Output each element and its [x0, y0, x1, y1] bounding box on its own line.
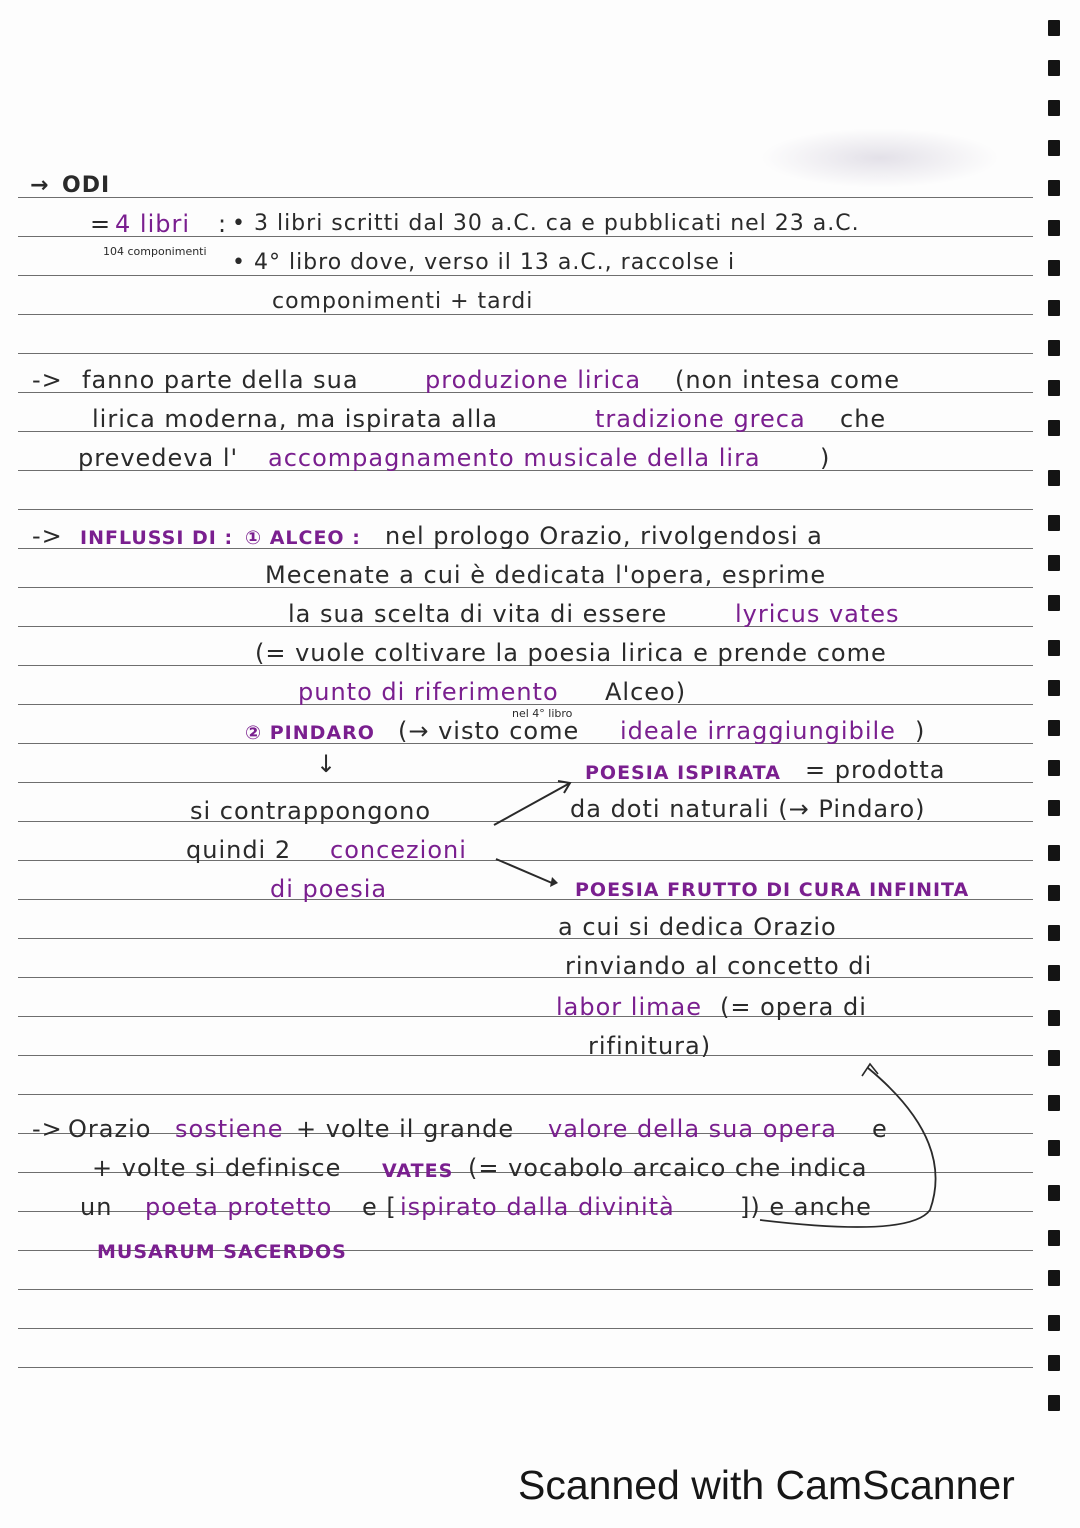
- vates-line-1a: Orazio: [68, 1115, 152, 1143]
- poesia-ispirata-line-1: = prodotta: [805, 756, 946, 784]
- camscanner-watermark: Scanned with CamScanner: [518, 1462, 1015, 1508]
- alceo-line-4: (= vuole coltivare la poesia lirica e prende come: [255, 639, 887, 667]
- spiral-ring: [1048, 470, 1060, 486]
- alceo-label: ① ALCEO :: [245, 527, 361, 549]
- vates-highlight-ispirato: ispirato dalla divinità: [400, 1193, 675, 1221]
- lirica-line-2b: che: [840, 405, 887, 433]
- lirica-highlight-produzione: produzione lirica: [425, 366, 642, 394]
- poesia-cura-line-3b: (= opera di: [720, 993, 867, 1021]
- alceo-highlight-lyricus-vates: lyricus vates: [735, 600, 900, 628]
- spiral-ring: [1048, 1050, 1060, 1066]
- spiral-ring: [1048, 1140, 1060, 1156]
- spiral-ring: [1048, 555, 1060, 571]
- lirica-line-1b: (non intesa come: [675, 366, 901, 394]
- poesia-cura-line-1: a cui si dedica Orazio: [558, 913, 837, 941]
- vates-line-1b: + volte il grande: [296, 1115, 515, 1143]
- vates-highlight-valore: valore della sua opera: [548, 1115, 837, 1143]
- rule-line: [18, 1328, 1033, 1329]
- spiral-ring: [1048, 1355, 1060, 1371]
- heading-arrow: →: [30, 173, 50, 198]
- vates-line-3a: un: [80, 1193, 113, 1221]
- alceo-highlight-riferimento: punto di riferimento: [298, 678, 559, 706]
- concezioni-highlight: concezioni: [330, 836, 467, 864]
- vates-line-1c: e: [872, 1115, 888, 1143]
- rule-line: [18, 977, 1033, 978]
- spiral-ring: [1048, 420, 1060, 436]
- spiral-ring: [1048, 845, 1060, 861]
- poesia-cura-label: POESIA FRUTTO DI CURA INFINITA: [575, 879, 970, 901]
- pindaro-highlight-ideale: ideale irraggiungibile: [620, 717, 896, 745]
- rule-line: [18, 938, 1033, 939]
- lirica-line-1a: fanno parte della sua: [82, 366, 359, 394]
- spiral-ring: [1048, 680, 1060, 696]
- branch-arrows-icon: [490, 775, 580, 890]
- spiral-ring: [1048, 100, 1060, 116]
- pindaro-note: nel 4° libro: [512, 707, 573, 720]
- pindaro-label: ② PINDARO: [245, 722, 375, 744]
- poesia-ispirata-line-2: da doti naturali (→ Pindaro): [570, 795, 926, 823]
- vates-line-3b: e [: [362, 1193, 397, 1221]
- lirica-line-3b: ): [820, 444, 831, 472]
- spiral-ring: [1048, 1395, 1060, 1411]
- alceo-line-1: nel prologo Orazio, rivolgendosi a: [385, 522, 823, 550]
- lirica-arrow: ->: [32, 366, 63, 394]
- spiral-ring: [1048, 1095, 1060, 1111]
- spiral-ring: [1048, 380, 1060, 396]
- rule-line: [18, 1016, 1033, 1017]
- spiral-ring: [1048, 1185, 1060, 1201]
- spiral-ring: [1048, 595, 1060, 611]
- rule-line: [18, 1367, 1033, 1368]
- lirica-line-2a: lirica moderna, ma ispirata alla: [92, 405, 498, 433]
- spiral-ring: [1048, 1315, 1060, 1331]
- vates-line-3c: ]) e anche: [740, 1193, 872, 1221]
- alceo-line-3a: la sua scelta di vita di essere: [288, 600, 668, 628]
- vates-line-2a: + volte si definisce: [92, 1154, 342, 1182]
- section-title: ODI: [62, 173, 111, 198]
- alceo-line-5b: Alceo): [605, 678, 687, 706]
- lirica-highlight-accompagnamento: accompagnamento musicale della lira: [268, 444, 761, 472]
- alceo-line-2: Mecenate a cui è dedicata l'opera, esprime: [265, 561, 827, 589]
- spiral-ring: [1048, 760, 1060, 776]
- spiral-ring: [1048, 260, 1060, 276]
- spiral-ring: [1048, 965, 1060, 981]
- lirica-highlight-tradizione: tradizione greca: [595, 405, 806, 433]
- books-bullet-2-cont: componimenti + tardi: [272, 289, 534, 314]
- books-count: 4 libri: [115, 210, 191, 238]
- vates-highlight-sostiene: sostiene: [175, 1115, 284, 1143]
- pindaro-line-b: ): [915, 717, 926, 745]
- books-bullet-2: • 4° libro dove, verso il 13 a.C., raccolse i: [232, 250, 736, 275]
- vates-line-2b: (= vocabolo arcaico che indica: [468, 1154, 868, 1182]
- books-annotation: 104 componimenti: [103, 245, 207, 258]
- spiral-ring: [1048, 515, 1060, 531]
- spiral-ring: [1048, 60, 1060, 76]
- concezioni-highlight-poesia: di poesia: [270, 875, 388, 903]
- poesia-cura-line-2: rinviando al concetto di: [565, 952, 873, 980]
- books-colon: :: [218, 210, 228, 238]
- spiral-ring: [1048, 800, 1060, 816]
- equals-sign: =: [90, 210, 112, 238]
- influssi-arrow: ->: [32, 522, 63, 550]
- vates-highlight-vates: VATES: [382, 1160, 454, 1182]
- spiral-ring: [1048, 1010, 1060, 1026]
- rule-line: [18, 509, 1033, 510]
- bleed-through-smudge: [760, 128, 1000, 188]
- spiral-ring: [1048, 20, 1060, 36]
- poesia-cura-line-4: rifinitura): [588, 1032, 712, 1060]
- spiral-ring: [1048, 640, 1060, 656]
- vates-arrow: ->: [32, 1115, 63, 1143]
- concezioni-left-2a: quindi 2: [186, 836, 292, 864]
- spiral-ring: [1048, 300, 1060, 316]
- rule-line: [18, 1289, 1033, 1290]
- spiral-ring: [1048, 340, 1060, 356]
- influssi-label: INFLUSSI DI :: [80, 527, 234, 549]
- pindaro-line-a: (→ visto come: [398, 717, 580, 745]
- spiral-ring: [1048, 180, 1060, 196]
- spiral-ring: [1048, 1270, 1060, 1286]
- rule-line: [18, 353, 1033, 354]
- spiral-ring: [1048, 885, 1060, 901]
- spiral-ring: [1048, 1230, 1060, 1246]
- concezioni-left-1: si contrappongono: [190, 797, 432, 825]
- spiral-ring: [1048, 140, 1060, 156]
- books-bullet-1: • 3 libri scritti dal 30 a.C. ca e pubblicati nel 23 a.C.: [232, 211, 860, 236]
- rule-line: [18, 197, 1033, 198]
- spiral-ring: [1048, 220, 1060, 236]
- lirica-line-3a: prevedeva l': [78, 444, 239, 472]
- musarum-sacerdos-highlight: MUSARUM SACERDOS: [97, 1241, 347, 1263]
- poesia-ispirata-label: POESIA ISPIRATA: [585, 762, 781, 784]
- labor-limae-highlight: labor limae: [556, 993, 702, 1021]
- spiral-ring: [1048, 720, 1060, 736]
- vates-highlight-poeta: poeta protetto: [145, 1193, 333, 1221]
- rule-line: [18, 1055, 1033, 1056]
- spiral-ring: [1048, 925, 1060, 941]
- down-arrow-icon: ↓: [316, 750, 338, 778]
